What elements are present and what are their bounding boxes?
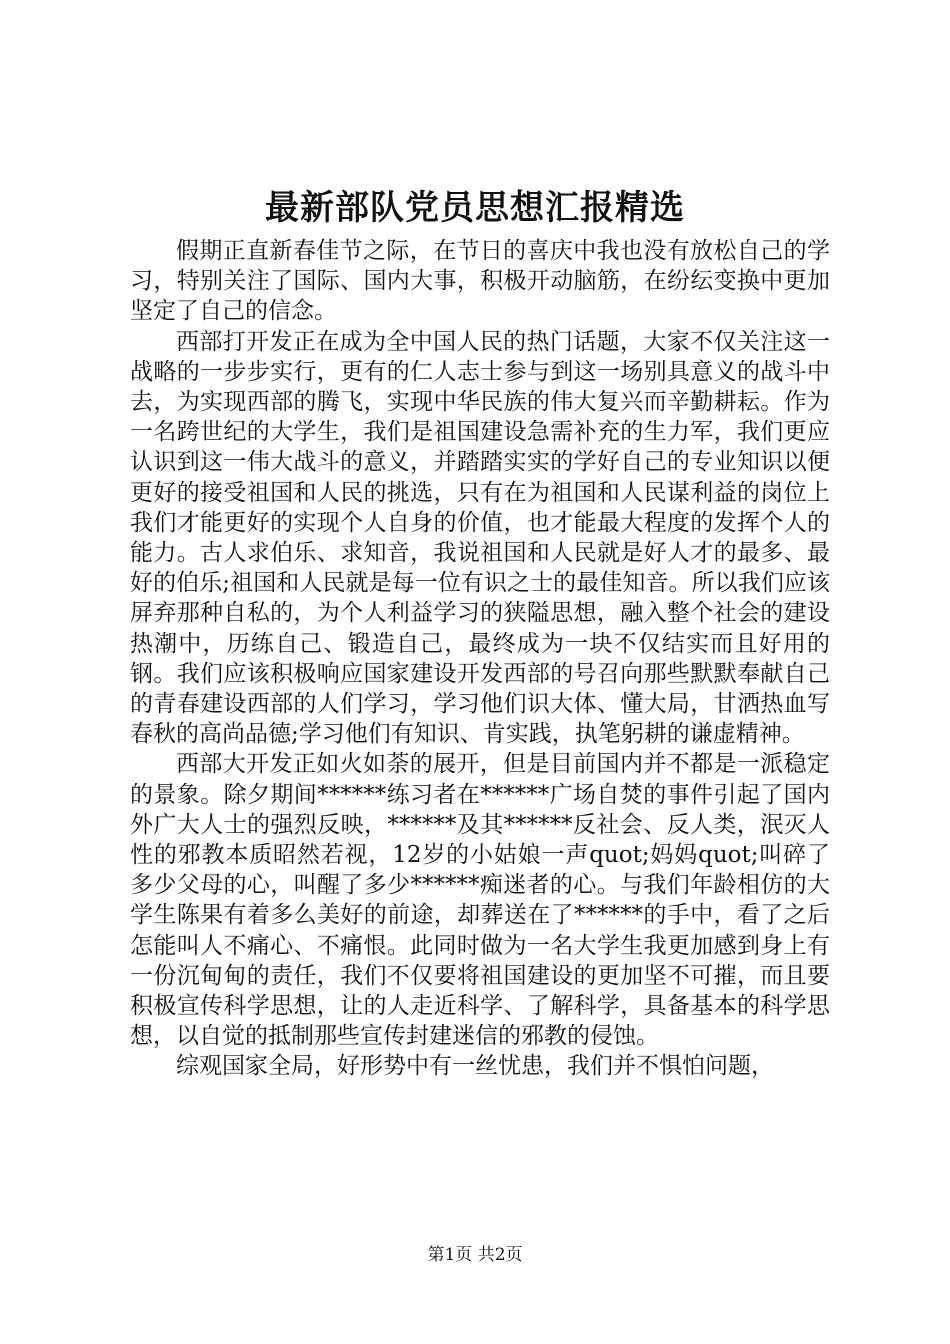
paragraph-4: 综观国家全局，好形势中有一丝忧患，我们并不惧怕问题， [176,1053,774,1080]
paragraph-2: 西部打开发正在成为全中国人民的热门话题，大家不仅关注这一战略的一步步实行，更有的仁人志士参与到这一场别具意义的战斗中去，为实现西部的腾飞，实现中华民族的伟大复兴而辛勤耕耘。作为一名跨世纪的大学生，我们是祖国建设急需补充的生力军，我们更应认识到这一伟大战斗的意义，并踏踏实实的学好自己的专业知识以便更好的接受祖国和人民的挑选，只有在为祖国和人民谋利益的岗位上我们才能更好的实现个人自身的价值，也才能最大程度的发挥个人的能力。古人求伯乐、求知音，我说祖国和人民就是好人才的最多、最好的伯乐;祖国和人民就是每一位有识之士的最佳知音。所以我们应该屏弃那种自私的，为个人利益学习的狭隘思想，融入整个社会的建设热潮中，历练自己、锻造自己，最终成为一块不仅结实而且好用的钢。我们应该积极响应国家建设开发西部的号召向那些默默奉献自己的青春建设西部的人们学习，学习他们识大体、懂大局，甘洒热血写春秋的高尚品德;学习他们有知识、肯实践，执笔躬耕的谦虚精神。 [130,328,830,748]
document-body [130,236,830,1082]
paragraph-1: 假期正直新春佳节之际，在节日的喜庆中我也没有放松自己的学习，特别关注了国际、国内大事，积极开动脑筋，在纷纭变换中更加坚定了自己的信念。 [130,238,830,325]
document-title: 最新部队党员思想汇报精选 [265,188,685,228]
page-number-footer: 第1页 共2页 [427,1245,523,1265]
paragraph-3: 西部大开发正如火如荼的展开，但是目前国内并不都是一派稳定的景象。除夕期间******练习者在******广场自焚的事件引起了国内外广大人士的强烈反映，******及其******反社会、反人类，泯灭人性的邪教本质昭然若视，12岁的小姑娘一声quot;妈妈quot;叫碎了多少父母的心，叫醒了多少******痴迷者的心。与我们年龄相仿的大学生陈果有着多么美好的前途，却葬送在了******的手中，看了之后怎能叫人不痛心、不痛恨。此同时做为一名大学生我更加感到身上有一份沉甸甸的责任，我们不仅要将祖国建设的更加坚不可摧，而且要积极宣传科学思想，让的人走近科学、了解科学，具备基本的科学思想，以自觉的抵制那些宣传封建迷信的邪教的侵蚀。 [130,751,830,1050]
